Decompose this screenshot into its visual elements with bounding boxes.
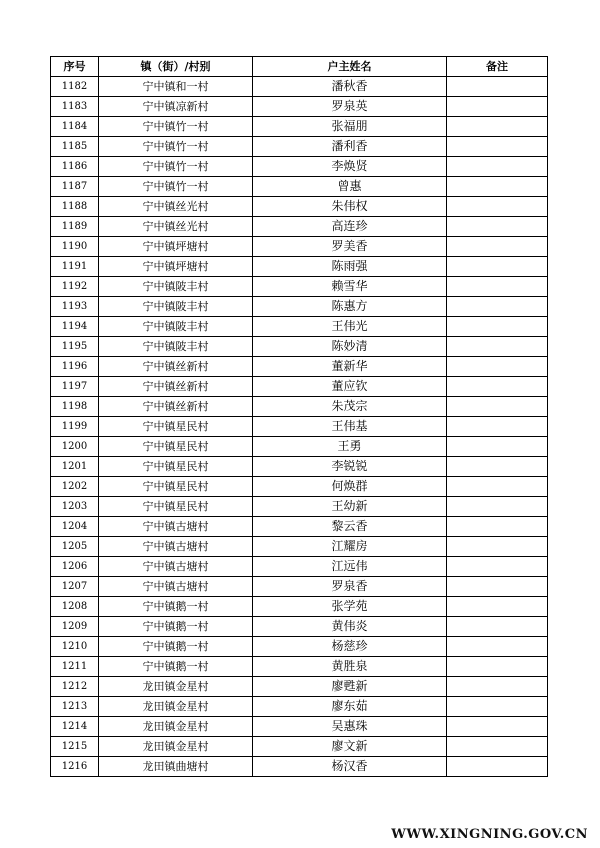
- table-row: [51, 437, 548, 457]
- cell-householder-name: 潘秋香: [253, 77, 447, 97]
- table-row: [51, 137, 548, 157]
- cell-town-village: 宁中镇丝新村: [99, 377, 253, 397]
- cell-householder-name: 董新华: [253, 357, 447, 377]
- cell-town-village: 宁中镇鹅一村: [99, 657, 253, 677]
- cell-serial-number: 1196: [51, 357, 99, 377]
- table-row: [51, 357, 548, 377]
- table-row: [51, 597, 548, 617]
- cell-remarks: [447, 377, 548, 397]
- table-row: [51, 657, 548, 677]
- cell-householder-name: 廖东茹: [253, 697, 447, 717]
- cell-town-village: 宁中镇丝光村: [99, 217, 253, 237]
- cell-householder-name: 张学苑: [253, 597, 447, 617]
- cell-town-village: 宁中镇鹅一村: [99, 597, 253, 617]
- cell-serial-number: 1215: [51, 737, 99, 757]
- cell-householder-name: 朱茂宗: [253, 397, 447, 417]
- cell-remarks: [447, 257, 548, 277]
- cell-remarks: [447, 537, 548, 557]
- cell-serial-number: 1198: [51, 397, 99, 417]
- cell-remarks: [447, 617, 548, 637]
- cell-remarks: [447, 297, 548, 317]
- cell-serial-number: 1183: [51, 97, 99, 117]
- cell-serial-number: 1200: [51, 437, 99, 457]
- cell-householder-name: 吴惠珠: [253, 717, 447, 737]
- cell-householder-name: 王幼新: [253, 497, 447, 517]
- cell-householder-name: 廖甦新: [253, 677, 447, 697]
- cell-serial-number: 1207: [51, 577, 99, 597]
- cell-remarks: [447, 757, 548, 777]
- cell-serial-number: 1188: [51, 197, 99, 217]
- cell-serial-number: 1216: [51, 757, 99, 777]
- table-row: [51, 297, 548, 317]
- cell-town-village: 宁中镇星民村: [99, 497, 253, 517]
- cell-serial-number: 1206: [51, 557, 99, 577]
- cell-serial-number: 1212: [51, 677, 99, 697]
- cell-serial-number: 1205: [51, 537, 99, 557]
- cell-householder-name: 高连珍: [253, 217, 447, 237]
- cell-serial-number: 1190: [51, 237, 99, 257]
- table-row: [51, 337, 548, 357]
- cell-serial-number: 1203: [51, 497, 99, 517]
- cell-householder-name: 陈雨强: [253, 257, 447, 277]
- cell-town-village: 宁中镇丝新村: [99, 397, 253, 417]
- table-row: [51, 317, 548, 337]
- cell-remarks: [447, 477, 548, 497]
- cell-householder-name: 朱伟权: [253, 197, 447, 217]
- cell-remarks: [447, 717, 548, 737]
- cell-remarks: [447, 237, 548, 257]
- cell-serial-number: 1191: [51, 257, 99, 277]
- table-row: [51, 177, 548, 197]
- cell-town-village: 龙田镇金星村: [99, 737, 253, 757]
- cell-serial-number: 1194: [51, 317, 99, 337]
- cell-town-village: 宁中镇古塘村: [99, 537, 253, 557]
- cell-town-village: 宁中镇丝光村: [99, 197, 253, 217]
- cell-householder-name: 王勇: [253, 437, 447, 457]
- cell-householder-name: 潘利香: [253, 137, 447, 157]
- footer-website-url: WWW.XINGNING.GOV.CN: [391, 827, 588, 842]
- cell-householder-name: 李锐锐: [253, 457, 447, 477]
- table-row: [51, 477, 548, 497]
- table-row: [51, 397, 548, 417]
- cell-remarks: [447, 597, 548, 617]
- cell-serial-number: 1202: [51, 477, 99, 497]
- cell-householder-name: 杨汉香: [253, 757, 447, 777]
- cell-householder-name: 张福朋: [253, 117, 447, 137]
- table-row: [51, 557, 548, 577]
- cell-householder-name: 罗泉香: [253, 577, 447, 597]
- table-row: [51, 377, 548, 397]
- table-header-row: [51, 57, 548, 77]
- table-row: [51, 637, 548, 657]
- table-row: [51, 217, 548, 237]
- cell-householder-name: 杨慈珍: [253, 637, 447, 657]
- cell-remarks: [447, 77, 548, 97]
- cell-householder-name: 董应钦: [253, 377, 447, 397]
- table-row: [51, 257, 548, 277]
- cell-remarks: [447, 97, 548, 117]
- cell-remarks: [447, 317, 548, 337]
- cell-householder-name: 陈妙清: [253, 337, 447, 357]
- header-town-village: 镇（街）/村别: [99, 57, 253, 77]
- cell-remarks: [447, 397, 548, 417]
- cell-remarks: [447, 437, 548, 457]
- cell-town-village: 宁中镇古塘村: [99, 517, 253, 537]
- header-householder-name: 户主姓名: [253, 57, 447, 77]
- cell-remarks: [447, 577, 548, 597]
- cell-remarks: [447, 557, 548, 577]
- cell-remarks: [447, 457, 548, 477]
- cell-town-village: 宁中镇星民村: [99, 417, 253, 437]
- cell-remarks: [447, 277, 548, 297]
- cell-town-village: 宁中镇陂丰村: [99, 297, 253, 317]
- cell-serial-number: 1210: [51, 637, 99, 657]
- cell-town-village: 宁中镇星民村: [99, 437, 253, 457]
- cell-remarks: [447, 197, 548, 217]
- cell-householder-name: 李焕贤: [253, 157, 447, 177]
- table-row: [51, 737, 548, 757]
- cell-town-village: 宁中镇古塘村: [99, 577, 253, 597]
- cell-town-village: 宁中镇竹一村: [99, 117, 253, 137]
- cell-town-village: 龙田镇金星村: [99, 677, 253, 697]
- cell-remarks: [447, 177, 548, 197]
- cell-householder-name: 江耀房: [253, 537, 447, 557]
- cell-town-village: 宁中镇古塘村: [99, 557, 253, 577]
- cell-town-village: 宁中镇星民村: [99, 457, 253, 477]
- cell-householder-name: 王伟光: [253, 317, 447, 337]
- cell-householder-name: 陈惠方: [253, 297, 447, 317]
- table-row: [51, 517, 548, 537]
- cell-serial-number: 1193: [51, 297, 99, 317]
- table-row: [51, 697, 548, 717]
- cell-remarks: [447, 697, 548, 717]
- cell-town-village: 宁中镇陂丰村: [99, 317, 253, 337]
- cell-town-village: 宁中镇竹一村: [99, 177, 253, 197]
- table-row: [51, 197, 548, 217]
- table-row: [51, 237, 548, 257]
- cell-serial-number: 1197: [51, 377, 99, 397]
- cell-householder-name: 黎云香: [253, 517, 447, 537]
- cell-town-village: 宁中镇丝新村: [99, 357, 253, 377]
- cell-remarks: [447, 157, 548, 177]
- cell-town-village: 宁中镇竹一村: [99, 137, 253, 157]
- cell-remarks: [447, 657, 548, 677]
- table-body: [51, 77, 548, 777]
- cell-town-village: 宁中镇和一村: [99, 77, 253, 97]
- cell-remarks: [447, 337, 548, 357]
- cell-town-village: 宁中镇竹一村: [99, 157, 253, 177]
- cell-serial-number: 1189: [51, 217, 99, 237]
- table-row: [51, 717, 548, 737]
- cell-town-village: 宁中镇星民村: [99, 477, 253, 497]
- cell-householder-name: 王伟基: [253, 417, 447, 437]
- cell-town-village: 宁中镇陂丰村: [99, 277, 253, 297]
- cell-serial-number: 1199: [51, 417, 99, 437]
- cell-householder-name: 黄胜泉: [253, 657, 447, 677]
- cell-householder-name: 曾惠: [253, 177, 447, 197]
- cell-serial-number: 1185: [51, 137, 99, 157]
- cell-remarks: [447, 417, 548, 437]
- cell-householder-name: 廖文新: [253, 737, 447, 757]
- cell-town-village: 龙田镇金星村: [99, 697, 253, 717]
- table-row: [51, 577, 548, 597]
- cell-remarks: [447, 737, 548, 757]
- cell-householder-name: 罗泉英: [253, 97, 447, 117]
- table-row: [51, 97, 548, 117]
- cell-serial-number: 1211: [51, 657, 99, 677]
- cell-town-village: 宁中镇凉新村: [99, 97, 253, 117]
- cell-serial-number: 1182: [51, 77, 99, 97]
- cell-serial-number: 1187: [51, 177, 99, 197]
- cell-town-village: 宁中镇坪塘村: [99, 257, 253, 277]
- table-row: [51, 677, 548, 697]
- household-table: [50, 56, 548, 777]
- cell-serial-number: 1195: [51, 337, 99, 357]
- table-row: [51, 417, 548, 437]
- header-remarks: 备注: [447, 57, 548, 77]
- cell-serial-number: 1186: [51, 157, 99, 177]
- cell-serial-number: 1204: [51, 517, 99, 537]
- cell-serial-number: 1209: [51, 617, 99, 637]
- table-row: [51, 457, 548, 477]
- cell-serial-number: 1214: [51, 717, 99, 737]
- table-row: [51, 277, 548, 297]
- cell-remarks: [447, 637, 548, 657]
- table-row: [51, 757, 548, 777]
- table-row: [51, 77, 548, 97]
- cell-serial-number: 1184: [51, 117, 99, 137]
- cell-town-village: 宁中镇陂丰村: [99, 337, 253, 357]
- cell-serial-number: 1192: [51, 277, 99, 297]
- cell-householder-name: 罗美香: [253, 237, 447, 257]
- cell-remarks: [447, 497, 548, 517]
- cell-remarks: [447, 677, 548, 697]
- cell-remarks: [447, 517, 548, 537]
- cell-town-village: 宁中镇鹅一村: [99, 617, 253, 637]
- cell-householder-name: 黄伟炎: [253, 617, 447, 637]
- cell-town-village: 宁中镇鹅一村: [99, 637, 253, 657]
- cell-householder-name: 赖雪华: [253, 277, 447, 297]
- cell-remarks: [447, 217, 548, 237]
- cell-householder-name: 何焕群: [253, 477, 447, 497]
- cell-town-village: 宁中镇坪塘村: [99, 237, 253, 257]
- cell-serial-number: 1208: [51, 597, 99, 617]
- cell-remarks: [447, 357, 548, 377]
- table-row: [51, 617, 548, 637]
- cell-town-village: 龙田镇曲塘村: [99, 757, 253, 777]
- table-row: [51, 117, 548, 137]
- table-row: [51, 537, 548, 557]
- cell-serial-number: 1213: [51, 697, 99, 717]
- header-serial-number: 序号: [51, 57, 99, 77]
- cell-remarks: [447, 137, 548, 157]
- cell-remarks: [447, 117, 548, 137]
- table-row: [51, 497, 548, 517]
- table-row: [51, 157, 548, 177]
- cell-serial-number: 1201: [51, 457, 99, 477]
- cell-town-village: 龙田镇金星村: [99, 717, 253, 737]
- cell-householder-name: 江远伟: [253, 557, 447, 577]
